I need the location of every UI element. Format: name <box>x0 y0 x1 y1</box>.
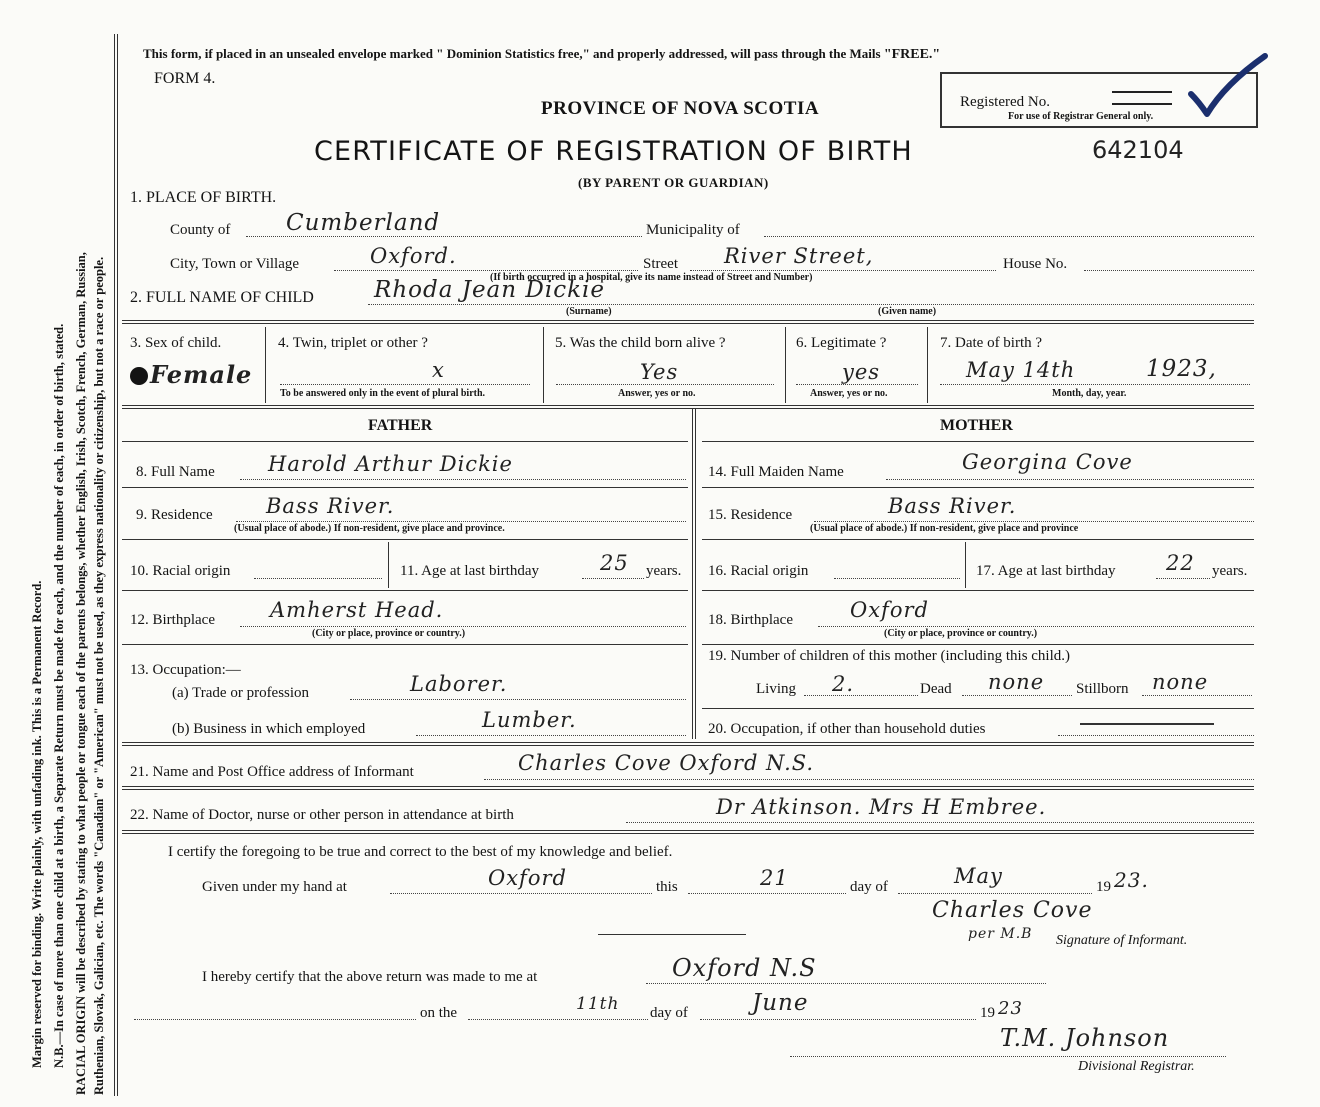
twin-label: 4. Twin, triplet or other ? <box>278 335 428 351</box>
doctor-label: 22. Name of Doctor, nurse or other person in attendance at birth <box>130 807 514 823</box>
county-label: County of <box>170 222 231 238</box>
given-place-value: Oxford <box>488 866 567 890</box>
registration-year-value: 23 <box>998 998 1023 1019</box>
informant-value: Charles Cove Oxford N.S. <box>518 751 815 775</box>
this-label: this <box>656 879 678 895</box>
struck-number <box>1112 91 1172 105</box>
father-residence-note: (Usual place of abode.) If non-resident, give place and province. <box>234 523 505 534</box>
trade-value: Laborer. <box>410 672 508 696</box>
given-year-prefix: 19 <box>1096 879 1111 895</box>
mail-notice: This form, if placed in an unsealed envelope marked " Dominion Statistics free," and properly addressed, will pass through the Mails "FREE." <box>143 46 941 62</box>
business-value: Lumber. <box>482 708 577 732</box>
sex-label: 3. Sex of child. <box>130 335 222 351</box>
street-label: Street <box>643 256 678 272</box>
mother-residence-value: Bass River. <box>888 494 1017 518</box>
child-name-label: 2. FULL NAME OF CHILD <box>130 289 314 306</box>
children-label: 19. Number of children of this mother (including this child.) <box>708 648 1071 664</box>
dead-value: none <box>988 670 1045 694</box>
alive-value: Yes <box>640 360 679 384</box>
dead-label: Dead <box>920 681 952 697</box>
given-year-value: 23. <box>1114 868 1149 892</box>
father-residence-label: 9. Residence <box>136 507 213 523</box>
day-of-label: day of <box>850 879 888 895</box>
father-name-label: 8. Full Name <box>136 464 215 480</box>
given-label: Given under my hand at <box>202 879 347 895</box>
informant-label: 21. Name and Post Office address of Informant <box>130 764 414 780</box>
mother-residence-note: (Usual place of abode.) If non-resident, give place and province <box>810 523 1079 534</box>
county-value: Cumberland <box>286 210 441 236</box>
mother-age-label: 17. Age at last birthday <box>976 563 1116 579</box>
father-birthplace-note: (City or place, province or country.) <box>312 628 466 639</box>
doctor-value: Dr Atkinson. Mrs H Embree. <box>716 795 1047 819</box>
reg-year-prefix: 19 <box>980 1005 995 1021</box>
business-label: (b) Business in which employed <box>172 721 366 737</box>
legitimate-value: yes <box>842 360 881 384</box>
father-residence-value: Bass River. <box>266 494 395 518</box>
surname-note: (Surname) <box>566 306 612 317</box>
place-of-birth-heading: 1. PLACE OF BIRTH. <box>130 189 277 206</box>
margin-note-4: Ruthenian, Slovak, Galician, etc. The words "Canadian" or "American" must not be used, as they express nationality or citizenship, but not a race or people. <box>92 256 106 1095</box>
mother-birthplace-label: 18. Birthplace <box>708 612 793 628</box>
form-number: FORM 4. <box>154 70 216 87</box>
mother-birthplace-value: Oxford <box>850 598 929 622</box>
trade-label: (a) Trade or profession <box>172 685 310 701</box>
sex-value: Female <box>150 360 253 389</box>
dob-month-day: May 14th <box>966 358 1076 382</box>
margin-note-1: Margin reserved for binding. Write plainly, with unfading ink. This is a Permanent Record. <box>30 580 44 1068</box>
municipality-label: Municipality of <box>646 222 740 238</box>
informant-signature: Charles Cove <box>932 898 1093 923</box>
margin-note-2: N.B.—In case of more than one child at a birth, a Separate Return must be made for each, and the number of each, in order of birth, stated. <box>52 323 66 1068</box>
mother-age-value: 22 <box>1166 551 1195 575</box>
registered-note: For use of Registrar General only. <box>1008 111 1154 122</box>
certificate-subtitle: (BY PARENT OR GUARDIAN) <box>578 175 769 190</box>
margin-rule <box>114 34 118 1096</box>
stillborn-label: Stillborn <box>1076 681 1129 697</box>
informant-signature-per: per M.B <box>968 926 1033 942</box>
certificate-number: 642104 <box>1092 136 1184 164</box>
registrar-signature: T.M. Johnson <box>1000 1024 1170 1052</box>
mother-occupation-dash <box>1080 723 1214 725</box>
mother-name-value: Georgina Cove <box>962 450 1133 474</box>
legitimate-label: 6. Legitimate ? <box>796 335 887 351</box>
mother-racial-label: 16. Racial origin <box>708 563 809 579</box>
given-name-note: (Given name) <box>878 306 937 317</box>
father-birthplace-label: 12. Birthplace <box>130 612 215 628</box>
registration-month-value: June <box>752 990 809 1016</box>
stillborn-value: none <box>1152 670 1209 694</box>
living-label: Living <box>756 681 796 697</box>
alive-label: 5. Was the child born alive ? <box>555 335 726 351</box>
mother-years-label: years. <box>1212 563 1248 579</box>
house-label: House No. <box>1003 256 1068 272</box>
sex-mark <box>130 367 148 385</box>
father-age-label: 11. Age at last birthday <box>400 563 539 579</box>
twin-note: To be answered only in the event of plural birth. <box>280 388 486 399</box>
father-racial-label: 10. Racial origin <box>130 563 231 579</box>
city-value: Oxford. <box>370 244 457 268</box>
twin-value: x <box>432 358 445 382</box>
mother-heading: MOTHER <box>940 417 1013 434</box>
registrar-place-value: Oxford N.S <box>672 954 817 982</box>
dob-label: 7. Date of birth ? <box>940 335 1043 351</box>
father-name-value: Harold Arthur Dickie <box>268 452 513 476</box>
alive-note: Answer, yes or no. <box>618 388 696 399</box>
certificate-title: CERTIFICATE OF REGISTRATION OF BIRTH <box>314 136 913 167</box>
street-note: (If birth occurred in a hospital, give its name instead of Street and Number) <box>490 272 813 283</box>
reg-day-of-label: day of <box>650 1005 688 1021</box>
dob-note: Month, day, year. <box>1052 388 1127 399</box>
mother-residence-label: 15. Residence <box>708 507 793 523</box>
father-heading: FATHER <box>368 417 433 434</box>
legitimate-note: Answer, yes or no. <box>810 388 888 399</box>
city-label: City, Town or Village <box>170 256 300 272</box>
margin-note-3: RACIAL ORIGIN will be described by stating to what people or tongue each of the parents belongs, whether English, Irish, Scotch, French, German, Russian, <box>74 252 88 1095</box>
mother-birthplace-note: (City or place, province or country.) <box>884 628 1038 639</box>
given-day-value: 21 <box>760 866 789 890</box>
registrar-statement: I hereby certify that the above return was made to me at <box>202 969 538 985</box>
mother-occupation-label: 20. Occupation, if other than household duties <box>708 721 986 737</box>
registrar-label: Divisional Registrar. <box>1078 1059 1195 1074</box>
father-birthplace-value: Amherst Head. <box>270 598 444 622</box>
father-years-label: years. <box>646 563 682 579</box>
father-age-value: 25 <box>600 551 629 575</box>
living-value: 2. <box>832 672 855 696</box>
dob-year: 1923, <box>1146 356 1217 382</box>
mother-name-label: 14. Full Maiden Name <box>708 464 844 480</box>
registered-label: Registered No. <box>960 94 1050 110</box>
street-value: River Street, <box>724 244 874 268</box>
registration-day-value: 11th <box>576 994 620 1014</box>
province-heading: PROVINCE OF NOVA SCOTIA <box>541 98 820 119</box>
on-the-label: on the <box>420 1005 458 1021</box>
checkmark-icon <box>1185 50 1275 122</box>
occupation-label: 13. Occupation:— <box>130 662 241 678</box>
given-month-value: May <box>954 864 1003 888</box>
certify-statement: I certify the foregoing to be true and correct to the best of my knowledge and belief. <box>168 844 673 860</box>
child-name-value: Rhoda Jean Dickie <box>374 277 605 303</box>
informant-signature-label: Signature of Informant. <box>1056 933 1188 948</box>
